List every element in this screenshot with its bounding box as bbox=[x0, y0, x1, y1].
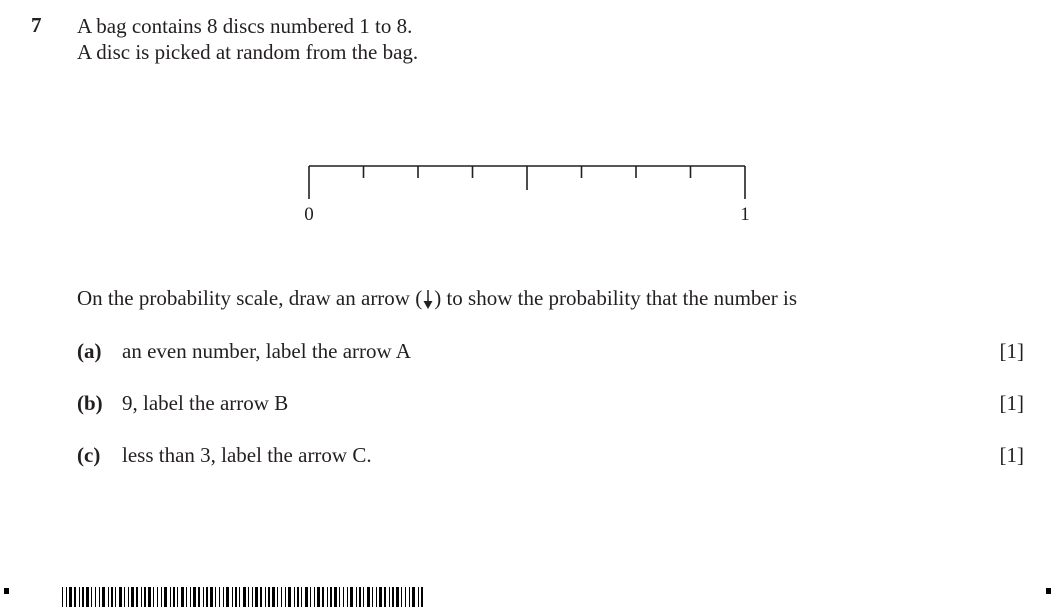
part-b bbox=[77, 391, 288, 416]
barcode-bar bbox=[157, 587, 158, 607]
barcode-bar bbox=[148, 587, 151, 607]
registration-mark-left bbox=[4, 588, 9, 594]
part-b-text: 9, label the arrow B bbox=[122, 391, 289, 415]
part-c-text: less than 3, label the arrow C. bbox=[122, 443, 372, 467]
barcode-bar bbox=[350, 587, 353, 607]
barcode-bar bbox=[74, 587, 76, 607]
barcode-bar bbox=[372, 587, 373, 607]
barcode-bar bbox=[330, 587, 332, 607]
barcode-bar bbox=[203, 587, 204, 607]
barcode-bar bbox=[210, 587, 213, 607]
barcode bbox=[62, 587, 427, 607]
barcode-bar bbox=[102, 587, 105, 607]
barcode-bar bbox=[69, 587, 72, 607]
registration-mark-right bbox=[1046, 588, 1051, 594]
barcode-bar bbox=[190, 587, 191, 607]
barcode-bar bbox=[82, 587, 84, 607]
barcode-bar bbox=[418, 587, 419, 607]
barcode-bar bbox=[327, 587, 328, 607]
intro-line-2: A disc is picked at random from the bag. bbox=[77, 40, 419, 64]
barcode-bar bbox=[334, 587, 337, 607]
barcode-bar bbox=[389, 587, 390, 607]
barcode-bar bbox=[392, 587, 394, 607]
barcode-bar bbox=[91, 587, 92, 607]
scale-min-label: 0 bbox=[304, 204, 314, 225]
barcode-bar bbox=[226, 587, 229, 607]
barcode-bar bbox=[193, 587, 196, 607]
barcode-bar bbox=[141, 587, 142, 607]
barcode-bar bbox=[115, 587, 116, 607]
part-a-marks: [1] bbox=[999, 339, 1024, 363]
barcode-bar bbox=[356, 587, 357, 607]
barcode-bar bbox=[343, 587, 344, 607]
barcode-bar bbox=[252, 587, 253, 607]
barcode-bar bbox=[177, 587, 178, 607]
barcode-bar bbox=[322, 587, 324, 607]
probability-scale[interactable] bbox=[290, 150, 770, 230]
barcode-bar bbox=[186, 587, 187, 607]
barcode-bar bbox=[359, 587, 361, 607]
barcode-bar bbox=[243, 587, 246, 607]
barcode-bar bbox=[297, 587, 299, 607]
question-intro bbox=[77, 13, 418, 65]
barcode-bar bbox=[111, 587, 113, 607]
scale-max-label: 1 bbox=[740, 204, 750, 225]
barcode-bar bbox=[347, 587, 348, 607]
barcode-bar bbox=[421, 587, 423, 607]
barcode-bar bbox=[272, 587, 275, 607]
barcode-bar bbox=[367, 587, 370, 607]
instruction-text bbox=[77, 286, 797, 316]
barcode-bar bbox=[95, 587, 96, 607]
barcode-bar bbox=[206, 587, 208, 607]
part-a bbox=[77, 339, 411, 364]
barcode-bar bbox=[215, 587, 216, 607]
barcode-bar bbox=[260, 587, 262, 607]
part-a-label: (a) bbox=[77, 339, 102, 363]
barcode-bar bbox=[314, 587, 315, 607]
barcode-bar bbox=[281, 587, 282, 607]
barcode-bar bbox=[294, 587, 295, 607]
barcode-bar bbox=[235, 587, 237, 607]
barcode-bar bbox=[181, 587, 184, 607]
barcode-bar bbox=[108, 587, 109, 607]
part-c-marks: [1] bbox=[999, 443, 1024, 467]
barcode-bar bbox=[248, 587, 249, 607]
barcode-bar bbox=[401, 587, 402, 607]
barcode-bar bbox=[317, 587, 320, 607]
barcode-bar bbox=[219, 587, 220, 607]
instruction-before: On the probability scale, draw an arrow ( bbox=[77, 286, 423, 310]
barcode-bar bbox=[310, 587, 311, 607]
part-a-text: an even number, label the arrow A bbox=[122, 339, 411, 363]
barcode-bar bbox=[405, 587, 406, 607]
part-c-label: (c) bbox=[77, 443, 101, 467]
part-b-marks: [1] bbox=[999, 391, 1024, 415]
barcode-bar bbox=[232, 587, 233, 607]
barcode-bar bbox=[239, 587, 240, 607]
barcode-bar bbox=[265, 587, 266, 607]
barcode-bar bbox=[363, 587, 364, 607]
barcode-bar bbox=[124, 587, 125, 607]
part-b-label: (b) bbox=[77, 391, 103, 415]
barcode-bar bbox=[62, 587, 63, 607]
barcode-bar bbox=[198, 587, 200, 607]
barcode-bar bbox=[339, 587, 340, 607]
barcode-bar bbox=[66, 587, 67, 607]
barcode-bar bbox=[305, 587, 308, 607]
barcode-bar bbox=[384, 587, 386, 607]
barcode-bar bbox=[223, 587, 224, 607]
barcode-bar bbox=[86, 587, 89, 607]
barcode-bar bbox=[285, 587, 286, 607]
barcode-bar bbox=[396, 587, 399, 607]
barcode-bar bbox=[161, 587, 162, 607]
barcode-bar bbox=[301, 587, 302, 607]
barcode-bar bbox=[164, 587, 167, 607]
barcode-bar bbox=[136, 587, 138, 607]
instruction-after: ) to show the probability that the number is bbox=[434, 286, 797, 310]
barcode-bar bbox=[409, 587, 410, 607]
barcode-bar bbox=[288, 587, 291, 607]
intro-line-1: A bag contains 8 discs numbered 1 to 8. bbox=[77, 14, 413, 38]
barcode-bar bbox=[379, 587, 382, 607]
barcode-bar bbox=[268, 587, 270, 607]
barcode-bar bbox=[144, 587, 146, 607]
barcode-bar bbox=[173, 587, 175, 607]
barcode-bar bbox=[277, 587, 278, 607]
barcode-bar bbox=[376, 587, 377, 607]
down-arrow-icon bbox=[422, 288, 434, 316]
barcode-bar bbox=[131, 587, 134, 607]
barcode-bar bbox=[119, 587, 122, 607]
barcode-bar bbox=[412, 587, 415, 607]
barcode-bar bbox=[99, 587, 100, 607]
barcode-bar bbox=[170, 587, 171, 607]
barcode-bar bbox=[79, 587, 80, 607]
barcode-bar bbox=[255, 587, 258, 607]
barcode-bar bbox=[153, 587, 154, 607]
question-number: 7 bbox=[31, 13, 42, 37]
barcode-bar bbox=[128, 587, 129, 607]
part-c bbox=[77, 443, 372, 468]
